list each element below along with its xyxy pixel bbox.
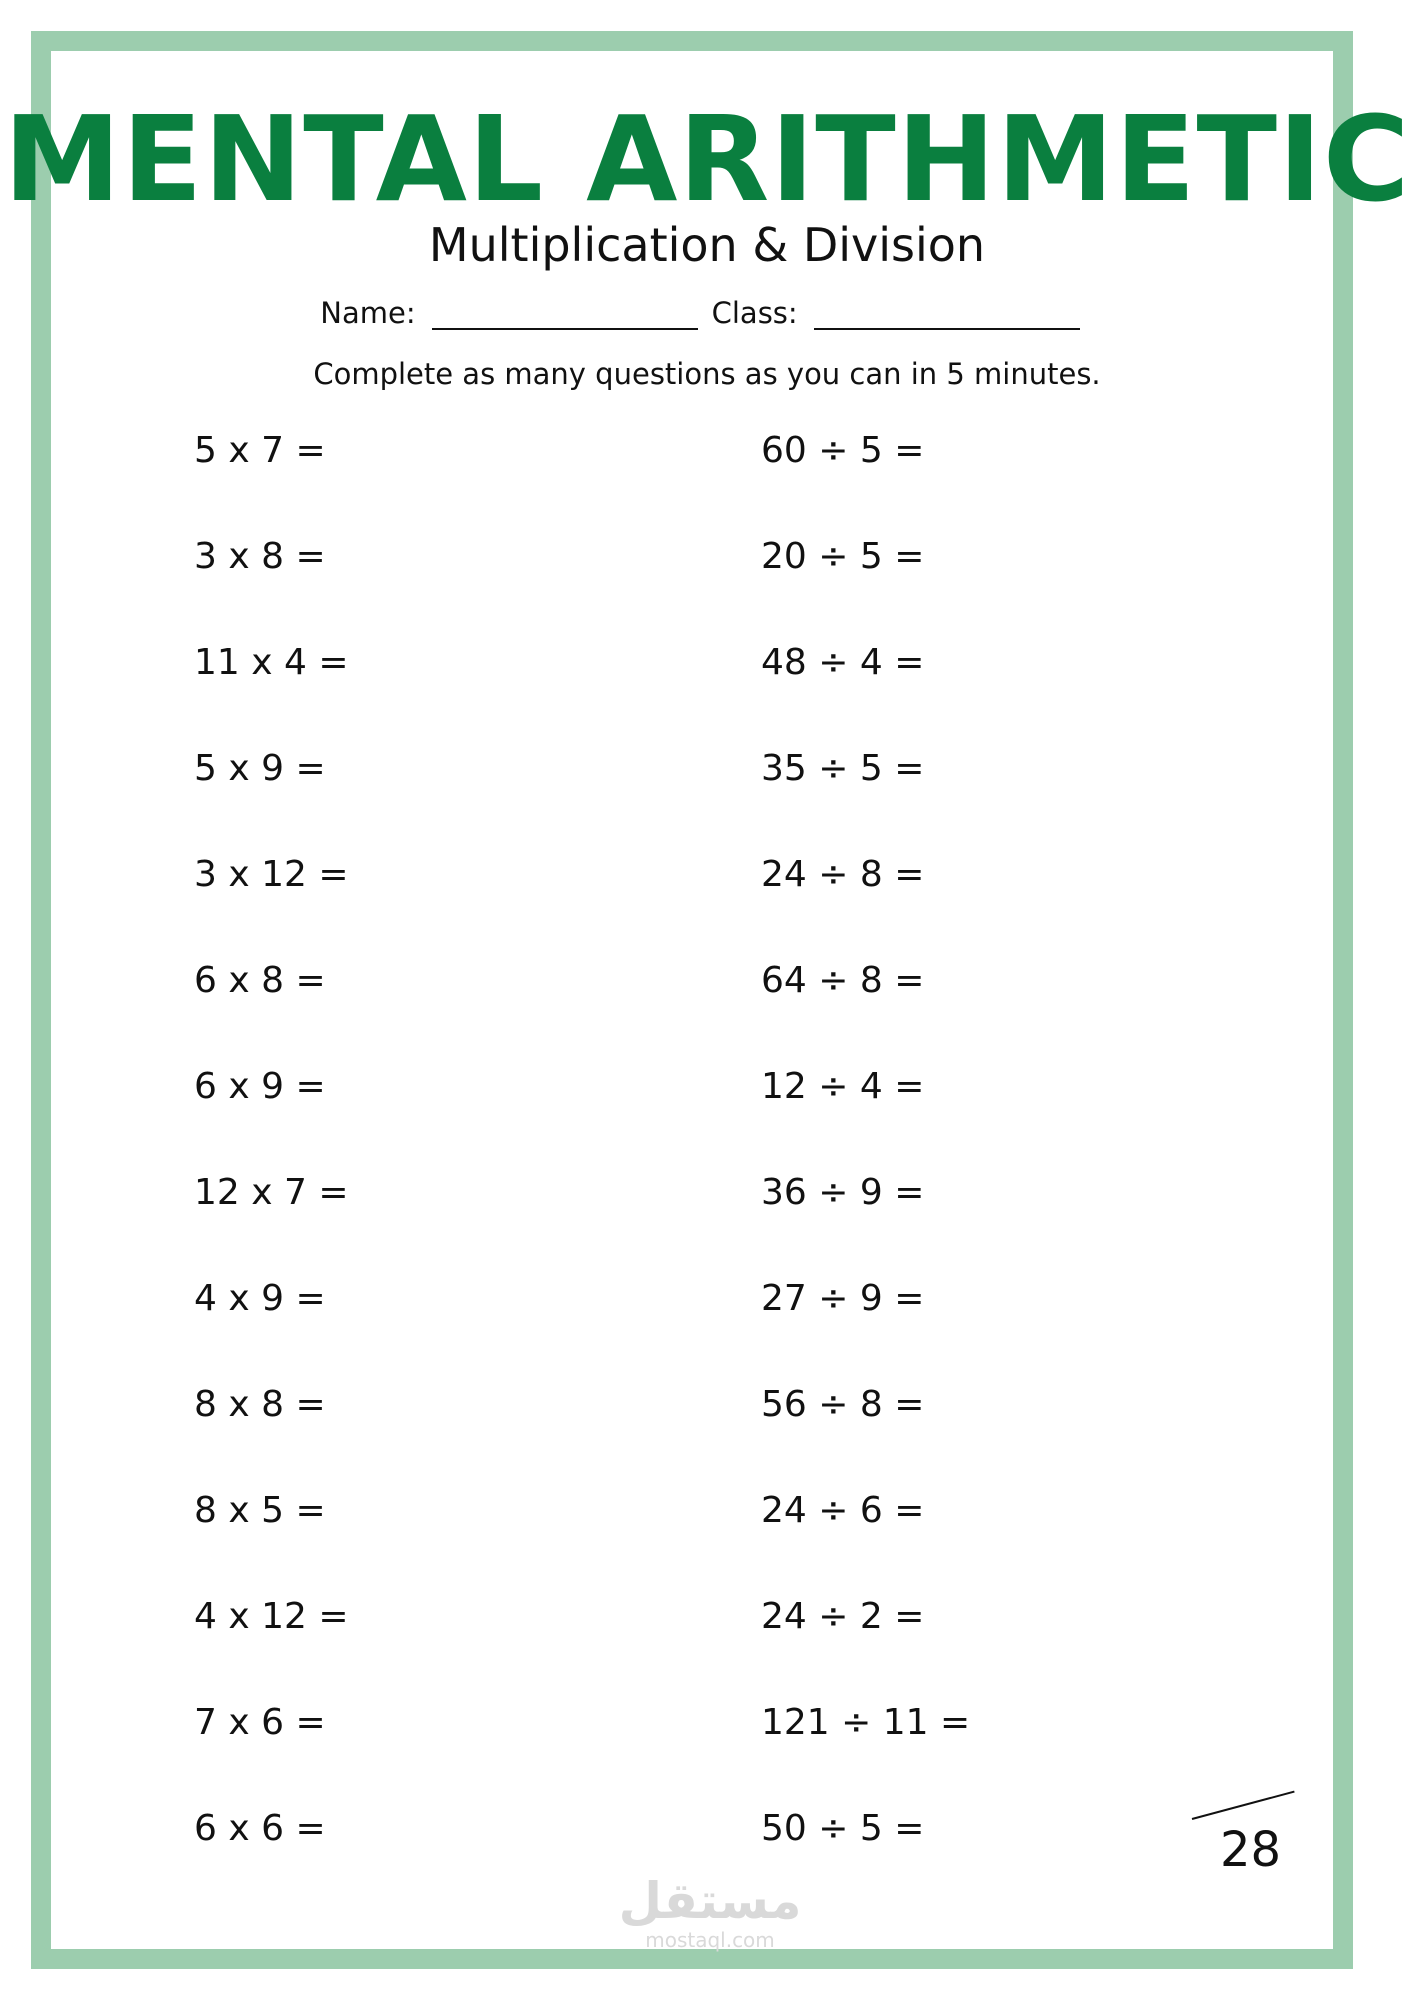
multiplication-question: 3 x 8 = [194, 536, 326, 577]
multiplication-question: 6 x 8 = [194, 960, 326, 1001]
multiplication-question: 6 x 6 = [194, 1808, 326, 1849]
multiplication-question: 8 x 8 = [194, 1384, 326, 1425]
multiplication-question: 12 x 7 = [194, 1172, 349, 1213]
instructions: Complete as many questions as you can in 5 minutes. [313, 357, 1101, 391]
multiplication-question: 3 x 12 = [194, 854, 349, 895]
division-question: 12 ÷ 4 = [761, 1066, 925, 1107]
class-label: Class: [711, 296, 798, 330]
division-question: 60 ÷ 5 = [761, 430, 925, 471]
class-field[interactable] [814, 298, 1080, 330]
multiplication-question: 11 x 4 = [194, 642, 349, 683]
division-question: 64 ÷ 8 = [761, 960, 925, 1001]
score-total: 28 [1220, 1822, 1282, 1878]
division-question: 50 ÷ 5 = [761, 1808, 925, 1849]
division-question: 24 ÷ 6 = [761, 1490, 925, 1531]
multiplication-question: 6 x 9 = [194, 1066, 326, 1107]
score-box [1190, 1800, 1310, 1880]
division-question: 20 ÷ 5 = [761, 536, 925, 577]
name-label: Name: [320, 296, 416, 330]
division-question: 48 ÷ 4 = [761, 642, 925, 683]
division-question: 121 ÷ 11 = [761, 1702, 971, 1743]
watermark [560, 1872, 860, 1952]
multiplication-question: 7 x 6 = [194, 1702, 326, 1743]
name-field[interactable] [432, 298, 698, 330]
watermark-url: mostaql.com [645, 1928, 775, 1952]
worksheet-subtitle: Multiplication & Division [428, 218, 986, 272]
watermark-logo: مستقل [618, 1872, 802, 1930]
multiplication-question: 5 x 7 = [194, 430, 326, 471]
multiplication-question: 4 x 12 = [194, 1596, 349, 1637]
multiplication-question: 4 x 9 = [194, 1278, 326, 1319]
division-question: 35 ÷ 5 = [761, 748, 925, 789]
worksheet-title: MENTAL ARITHMETIC [3, 90, 1411, 228]
division-question: 36 ÷ 9 = [761, 1172, 925, 1213]
division-question: 24 ÷ 2 = [761, 1596, 925, 1637]
student-info-row [0, 296, 1414, 330]
division-question: 27 ÷ 9 = [761, 1278, 925, 1319]
multiplication-question: 8 x 5 = [194, 1490, 326, 1531]
division-question: 56 ÷ 8 = [761, 1384, 925, 1425]
division-question: 24 ÷ 8 = [761, 854, 925, 895]
multiplication-question: 5 x 9 = [194, 748, 326, 789]
